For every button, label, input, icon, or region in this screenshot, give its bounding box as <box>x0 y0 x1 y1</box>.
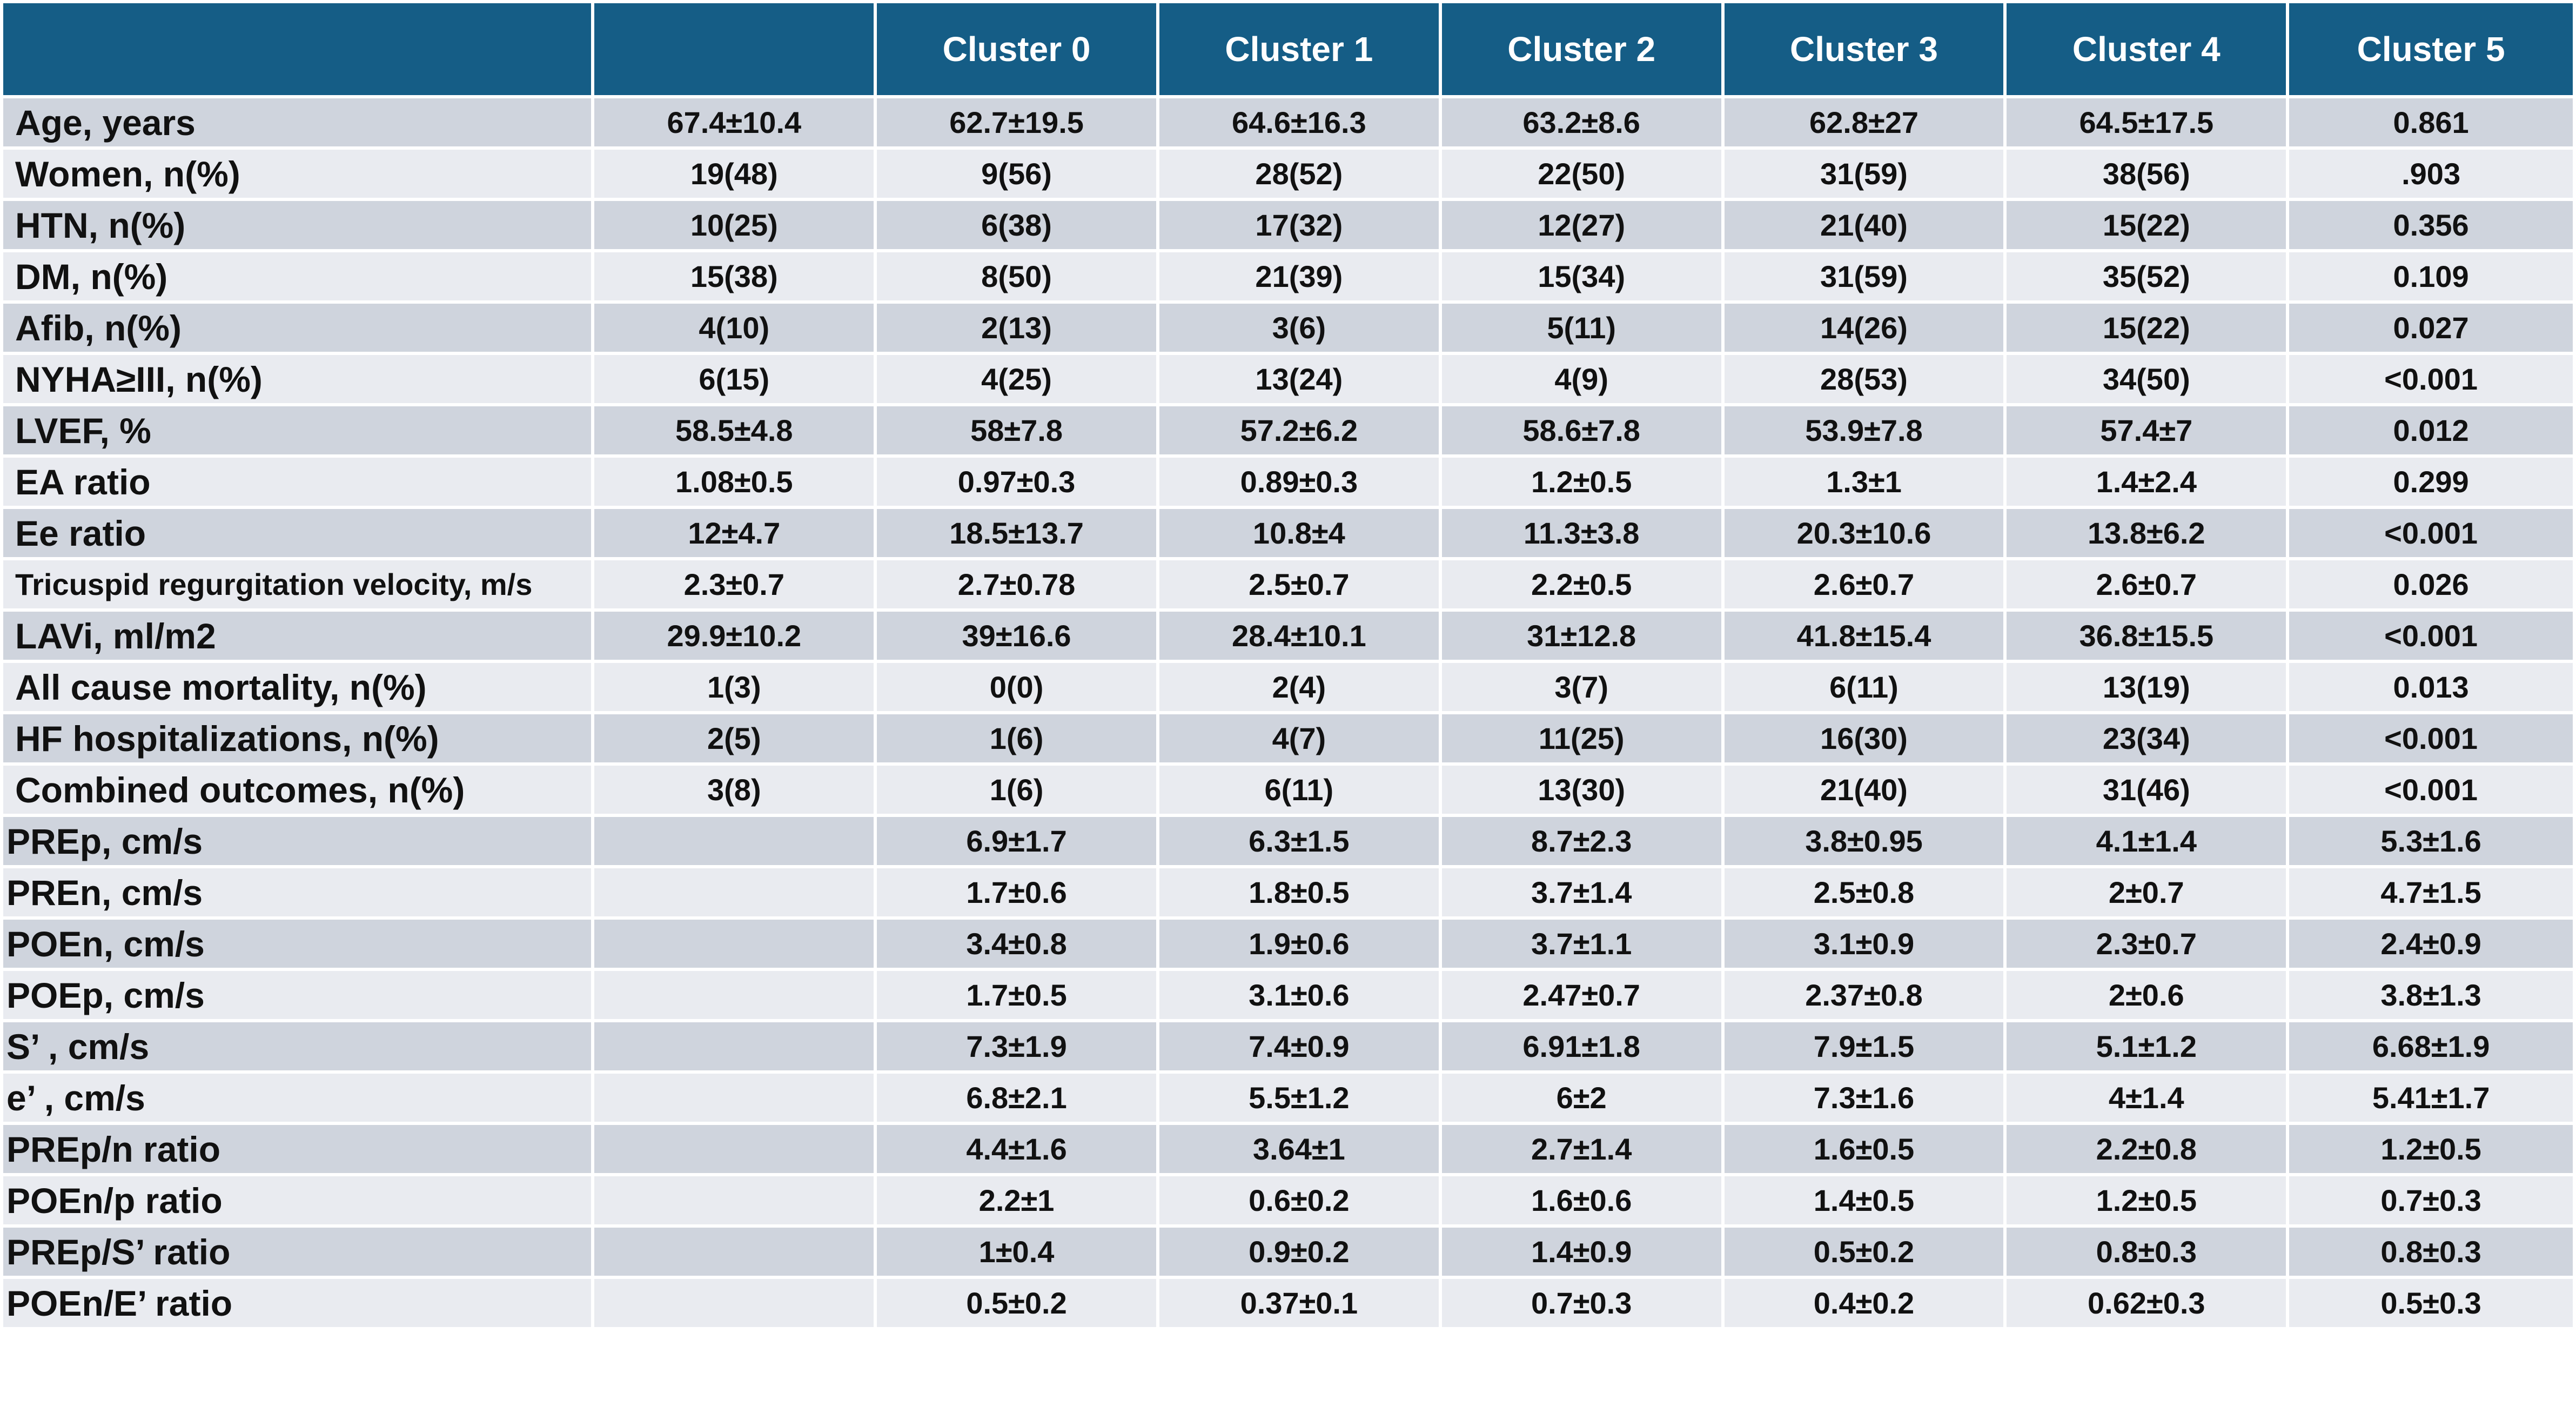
table-cell: 2±0.6 <box>2005 969 2287 1021</box>
table-cell: 3(7) <box>1440 661 1723 713</box>
table-cell: 6(15) <box>593 353 875 405</box>
row-label: POEn, cm/s <box>2 918 593 969</box>
table-cell: 1.3±1 <box>1723 456 2005 507</box>
table-cell: 6.3±1.5 <box>1158 815 1440 867</box>
row-label: PREp/n ratio <box>2 1123 593 1175</box>
table-cell: 62.7±19.5 <box>875 97 1158 148</box>
table-cell: 39±16.6 <box>875 610 1158 661</box>
table-cell: 7.3±1.9 <box>875 1021 1158 1072</box>
table-cell: 4(7) <box>1158 713 1440 764</box>
table-row <box>2 815 2574 867</box>
table-cell: 10.8±4 <box>1158 507 1440 559</box>
table-cell: 0.5±0.3 <box>2287 1277 2574 1329</box>
row-label: EA ratio <box>2 456 593 507</box>
table-cell: 2.37±0.8 <box>1723 969 2005 1021</box>
table-row <box>2 1123 2574 1175</box>
table-row <box>2 1226 2574 1277</box>
table-row <box>2 199 2574 251</box>
table-cell: 36.8±15.5 <box>2005 610 2287 661</box>
table-cell: 0.5±0.2 <box>1723 1226 2005 1277</box>
table-row <box>2 1277 2574 1329</box>
table-cell: 4.1±1.4 <box>2005 815 2287 867</box>
table-cell <box>593 815 875 867</box>
table-cell: 64.6±16.3 <box>1158 97 1440 148</box>
table-cell: 12±4.7 <box>593 507 875 559</box>
table-cell: 21(40) <box>1723 199 2005 251</box>
table-row <box>2 1021 2574 1072</box>
table-cell: 2.3±0.7 <box>593 559 875 610</box>
table-cell: 0.861 <box>2287 97 2574 148</box>
table-cell <box>593 1226 875 1277</box>
table-cell: 2.5±0.7 <box>1158 559 1440 610</box>
table-cell: 21(40) <box>1723 764 2005 815</box>
row-label: POEp, cm/s <box>2 969 593 1021</box>
table-header-row <box>2 2 2574 97</box>
table-cell: 0.5±0.2 <box>875 1277 1158 1329</box>
table-row <box>2 1072 2574 1123</box>
table-cell: 0.013 <box>2287 661 2574 713</box>
table-cell: 3.7±1.4 <box>1440 867 1723 918</box>
table-cell: 15(22) <box>2005 199 2287 251</box>
table-cell: 11.3±3.8 <box>1440 507 1723 559</box>
table-cell: 0.299 <box>2287 456 2574 507</box>
table-cell: 1.2±0.5 <box>2287 1123 2574 1175</box>
table-cell: 1.4±0.5 <box>1723 1175 2005 1226</box>
table-row <box>2 610 2574 661</box>
table-cell: .903 <box>2287 148 2574 199</box>
table-cell: 2.5±0.8 <box>1723 867 2005 918</box>
table-cell: 22(50) <box>1440 148 1723 199</box>
table-row <box>2 405 2574 456</box>
table-cell: 57.2±6.2 <box>1158 405 1440 456</box>
table-cell: 6(11) <box>1158 764 1440 815</box>
table-cell: 6(11) <box>1723 661 2005 713</box>
row-label: Tricuspid regurgitation velocity, m/s <box>2 559 593 610</box>
row-label: All cause mortality, n(%) <box>2 661 593 713</box>
table-cell: 2.2±1 <box>875 1175 1158 1226</box>
table-cell: 1(6) <box>875 764 1158 815</box>
table-cell: 16(30) <box>1723 713 2005 764</box>
table-cell: 6.9±1.7 <box>875 815 1158 867</box>
table-cell: 28(52) <box>1158 148 1440 199</box>
table-cell: 5(11) <box>1440 302 1723 353</box>
table-cell: 3.8±1.3 <box>2287 969 2574 1021</box>
table-cell: 2.2±0.5 <box>1440 559 1723 610</box>
table-row <box>2 1175 2574 1226</box>
table-cell: 3.1±0.9 <box>1723 918 2005 969</box>
table-cell: 31(46) <box>2005 764 2287 815</box>
table-cell: 0.012 <box>2287 405 2574 456</box>
table-cell: 5.41±1.7 <box>2287 1072 2574 1123</box>
table-cell: 1.7±0.5 <box>875 969 1158 1021</box>
table-cell: 2(4) <box>1158 661 1440 713</box>
table-cell: 3.64±1 <box>1158 1123 1440 1175</box>
table-cell: 9(56) <box>875 148 1158 199</box>
table-cell: 18.5±13.7 <box>875 507 1158 559</box>
table-cell: 2(5) <box>593 713 875 764</box>
table-cell: 0.026 <box>2287 559 2574 610</box>
table-row <box>2 661 2574 713</box>
table-cell: 1.08±0.5 <box>593 456 875 507</box>
header-cell-cluster-4: Cluster 4 <box>2005 2 2287 97</box>
table-cell: 53.9±7.8 <box>1723 405 2005 456</box>
table-cell: 6.68±1.9 <box>2287 1021 2574 1072</box>
table-cell: 3(6) <box>1158 302 1440 353</box>
table-cell: 58.6±7.8 <box>1440 405 1723 456</box>
table-row <box>2 969 2574 1021</box>
table-cell: 1±0.4 <box>875 1226 1158 1277</box>
table-cell: 3.4±0.8 <box>875 918 1158 969</box>
table-cell: 0(0) <box>875 661 1158 713</box>
table-row <box>2 507 2574 559</box>
table-cell: 4.7±1.5 <box>2287 867 2574 918</box>
table-cell: 0.6±0.2 <box>1158 1175 1440 1226</box>
table-cell: <0.001 <box>2287 764 2574 815</box>
table-cell: 0.109 <box>2287 251 2574 302</box>
header-cell-cluster-0: Cluster 0 <box>875 2 1158 97</box>
table-cell: 31±12.8 <box>1440 610 1723 661</box>
table-cell: 2.3±0.7 <box>2005 918 2287 969</box>
table-cell <box>593 867 875 918</box>
row-label: LVEF, % <box>2 405 593 456</box>
row-label: PREp/S’ ratio <box>2 1226 593 1277</box>
table-cell: 13(24) <box>1158 353 1440 405</box>
table-cell: 8.7±2.3 <box>1440 815 1723 867</box>
table-cell: 28.4±10.1 <box>1158 610 1440 661</box>
table-cell: 13.8±6.2 <box>2005 507 2287 559</box>
table-cell: 31(59) <box>1723 251 2005 302</box>
row-label: DM, n(%) <box>2 251 593 302</box>
header-cell-cluster-2: Cluster 2 <box>1440 2 1723 97</box>
table-cell <box>593 969 875 1021</box>
table-cell: 2.4±0.9 <box>2287 918 2574 969</box>
table-cell: 2.6±0.7 <box>1723 559 2005 610</box>
table-cell: 3.1±0.6 <box>1158 969 1440 1021</box>
table-cell: 1.6±0.6 <box>1440 1175 1723 1226</box>
table-cell: 58±7.8 <box>875 405 1158 456</box>
header-cell-blank <box>593 2 875 97</box>
table-row <box>2 456 2574 507</box>
table-row <box>2 251 2574 302</box>
table-cell: 0.37±0.1 <box>1158 1277 1440 1329</box>
table-cell: 6.91±1.8 <box>1440 1021 1723 1072</box>
table-cell: 6(38) <box>875 199 1158 251</box>
table-cell: 0.356 <box>2287 199 2574 251</box>
table-cell: 57.4±7 <box>2005 405 2287 456</box>
row-label: POEn/p ratio <box>2 1175 593 1226</box>
table-cell <box>593 1021 875 1072</box>
table-cell: 1.2±0.5 <box>1440 456 1723 507</box>
table-cell: 64.5±17.5 <box>2005 97 2287 148</box>
table-cell: 0.62±0.3 <box>2005 1277 2287 1329</box>
table-cell: 7.9±1.5 <box>1723 1021 2005 1072</box>
table-cell: 3.7±1.1 <box>1440 918 1723 969</box>
table-cell: <0.001 <box>2287 713 2574 764</box>
row-label: Age, years <box>2 97 593 148</box>
table-cell: <0.001 <box>2287 353 2574 405</box>
row-label: PREp, cm/s <box>2 815 593 867</box>
header-cell-cluster-3: Cluster 3 <box>1723 2 2005 97</box>
table-cell: 0.027 <box>2287 302 2574 353</box>
table-row <box>2 867 2574 918</box>
row-label: Women, n(%) <box>2 148 593 199</box>
row-label: e’ , cm/s <box>2 1072 593 1123</box>
table-cell: 4(25) <box>875 353 1158 405</box>
header-cell-label <box>2 2 593 97</box>
header-cell-cluster-1: Cluster 1 <box>1158 2 1440 97</box>
table-cell <box>593 1277 875 1329</box>
table-cell: 7.3±1.6 <box>1723 1072 2005 1123</box>
table-cell: 13(30) <box>1440 764 1723 815</box>
row-label: PREn, cm/s <box>2 867 593 918</box>
table-row <box>2 353 2574 405</box>
table-cell: 11(25) <box>1440 713 1723 764</box>
table-cell: 31(59) <box>1723 148 2005 199</box>
table-cell: 0.8±0.3 <box>2287 1226 2574 1277</box>
table-cell: 3(8) <box>593 764 875 815</box>
table-cell: 1.2±0.5 <box>2005 1175 2287 1226</box>
table-cell: 6±2 <box>1440 1072 1723 1123</box>
table-cell: 2.47±0.7 <box>1440 969 1723 1021</box>
table-cell: 63.2±8.6 <box>1440 97 1723 148</box>
table-cell: 6.8±2.1 <box>875 1072 1158 1123</box>
table-cell: 5.1±1.2 <box>2005 1021 2287 1072</box>
table-cell: 17(32) <box>1158 199 1440 251</box>
table-cell: 13(19) <box>2005 661 2287 713</box>
table-cell: 0.4±0.2 <box>1723 1277 2005 1329</box>
table-row <box>2 918 2574 969</box>
table-cell: 0.97±0.3 <box>875 456 1158 507</box>
table-cell: 4(9) <box>1440 353 1723 405</box>
table-cell: 0.9±0.2 <box>1158 1226 1440 1277</box>
row-label: S’ , cm/s <box>2 1021 593 1072</box>
table-cell: 1.9±0.6 <box>1158 918 1440 969</box>
table-cell: <0.001 <box>2287 507 2574 559</box>
table-cell: 23(34) <box>2005 713 2287 764</box>
table-cell: 1(3) <box>593 661 875 713</box>
row-label: HTN, n(%) <box>2 199 593 251</box>
table-cell: 8(50) <box>875 251 1158 302</box>
table-cell: 3.8±0.95 <box>1723 815 2005 867</box>
table-cell: 1.4±0.9 <box>1440 1226 1723 1277</box>
table-cell: 15(34) <box>1440 251 1723 302</box>
table-cell: 20.3±10.6 <box>1723 507 2005 559</box>
row-label: Ee ratio <box>2 507 593 559</box>
table-cell: 5.5±1.2 <box>1158 1072 1440 1123</box>
table-cell: 4±1.4 <box>2005 1072 2287 1123</box>
table-cell: 41.8±15.4 <box>1723 610 2005 661</box>
row-label: NYHA≥III, n(%) <box>2 353 593 405</box>
table-cell: 67.4±10.4 <box>593 97 875 148</box>
table-cell: 58.5±4.8 <box>593 405 875 456</box>
table-cell: 1.8±0.5 <box>1158 867 1440 918</box>
table-cell: 2.7±0.78 <box>875 559 1158 610</box>
table-row <box>2 148 2574 199</box>
table-cell: 12(27) <box>1440 199 1723 251</box>
table-cell: 15(38) <box>593 251 875 302</box>
table-row <box>2 97 2574 148</box>
table-cell: 19(48) <box>593 148 875 199</box>
table-cell <box>593 918 875 969</box>
table-row <box>2 302 2574 353</box>
table-cell: 2.7±1.4 <box>1440 1123 1723 1175</box>
table-cell: 1.4±2.4 <box>2005 456 2287 507</box>
table-cell <box>593 1175 875 1226</box>
table-cell: 2.6±0.7 <box>2005 559 2287 610</box>
table-cell: 5.3±1.6 <box>2287 815 2574 867</box>
table-cell <box>593 1123 875 1175</box>
table-cell: 4.4±1.6 <box>875 1123 1158 1175</box>
table-cell <box>593 1072 875 1123</box>
table-cell: 2.2±0.8 <box>2005 1123 2287 1175</box>
table-cell: 0.7±0.3 <box>2287 1175 2574 1226</box>
table-cell: 14(26) <box>1723 302 2005 353</box>
header-cell-cluster-5: Cluster 5 <box>2287 2 2574 97</box>
table-cell: 62.8±27 <box>1723 97 2005 148</box>
table-cell: 35(52) <box>2005 251 2287 302</box>
table-cell: 0.89±0.3 <box>1158 456 1440 507</box>
table-cell: 29.9±10.2 <box>593 610 875 661</box>
table-cell: 21(39) <box>1158 251 1440 302</box>
row-label: Afib, n(%) <box>2 302 593 353</box>
table-cell: 0.7±0.3 <box>1440 1277 1723 1329</box>
table-cell: 38(56) <box>2005 148 2287 199</box>
table-cell: 34(50) <box>2005 353 2287 405</box>
table-cell: 28(53) <box>1723 353 2005 405</box>
row-label: LAVi, ml/m2 <box>2 610 593 661</box>
table-cell: 7.4±0.9 <box>1158 1021 1440 1072</box>
table-cell: 15(22) <box>2005 302 2287 353</box>
table-body <box>2 97 2574 1329</box>
row-label: HF hospitalizations, n(%) <box>2 713 593 764</box>
table-row <box>2 764 2574 815</box>
table-cell: 10(25) <box>593 199 875 251</box>
table-cell: 1.7±0.6 <box>875 867 1158 918</box>
table-cell: 0.8±0.3 <box>2005 1226 2287 1277</box>
table-cell: 2±0.7 <box>2005 867 2287 918</box>
table-row <box>2 713 2574 764</box>
table-cell: <0.001 <box>2287 610 2574 661</box>
table-cell: 4(10) <box>593 302 875 353</box>
row-label: Combined outcomes, n(%) <box>2 764 593 815</box>
table-cell: 2(13) <box>875 302 1158 353</box>
table-cell: 1(6) <box>875 713 1158 764</box>
table-cell: 1.6±0.5 <box>1723 1123 2005 1175</box>
table-row <box>2 559 2574 610</box>
row-label: POEn/E’ ratio <box>2 1277 593 1329</box>
